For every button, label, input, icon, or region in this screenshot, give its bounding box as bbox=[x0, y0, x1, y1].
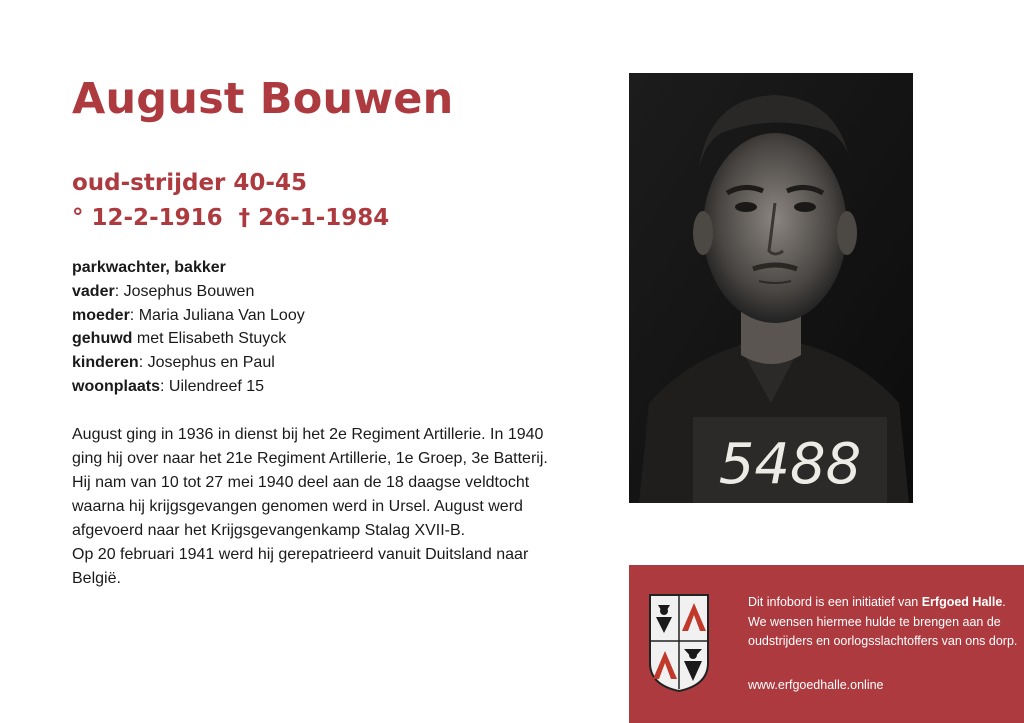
fact-residence bbox=[72, 375, 305, 399]
info-panel bbox=[629, 565, 1024, 723]
website-link[interactable]: www.erfgoedhalle.online bbox=[748, 678, 884, 692]
portrait-illustration bbox=[629, 73, 913, 503]
subtitle-role: oud-strijder 40-45 bbox=[72, 170, 307, 196]
info-description: Dit infobord is een initiatief van Erfgoed Halle. We wensen hiermee hulde te brengen aan de oudstrijders en oorlogsslachtoffers van ons dorp. bbox=[748, 595, 1018, 648]
subtitle-dates: ° 12-2-1916 † 26-1-1984 bbox=[72, 205, 390, 231]
fact-label: moeder bbox=[72, 306, 130, 324]
fact-value: : Josephus en Paul bbox=[138, 354, 275, 372]
fact-label: woonplaats bbox=[72, 377, 161, 395]
bio-paragraph: Op 20 februari 1941 werd hij gerepatrieerd vanuit Duitsland naar België. bbox=[72, 546, 529, 587]
fact-label: gehuwd bbox=[72, 330, 133, 348]
bio-paragraph: Hij nam van 10 tot 27 mei 1940 deel aan de 18 daagse veldtocht waarna hij krijgsgevangen genomen werd in Ursel. August werd afgevoerd naar het Krijgsgevangenkamp Stalag XVII-B. bbox=[72, 474, 530, 539]
fact-father bbox=[72, 280, 305, 304]
portrait-photo bbox=[629, 73, 913, 503]
org-name: Erfgoed Halle bbox=[921, 595, 1003, 609]
fact-label: kinderen bbox=[72, 354, 139, 372]
prisoner-number: 5488 bbox=[718, 432, 862, 497]
fact-value: met Elisabeth Stuyck bbox=[132, 330, 287, 348]
fact-mother bbox=[72, 304, 305, 328]
coat-of-arms-icon bbox=[648, 593, 710, 693]
biography bbox=[72, 423, 572, 591]
fact-value: : Maria Juliana Van Looy bbox=[129, 306, 305, 324]
facts-list bbox=[72, 256, 305, 399]
fact-value: : Josephus Bouwen bbox=[114, 282, 255, 300]
fact-married bbox=[72, 327, 305, 351]
page-title: August Bouwen bbox=[72, 74, 454, 124]
fact-children bbox=[72, 351, 305, 375]
subtitle bbox=[72, 166, 389, 236]
fact-value: : Uilendreef 15 bbox=[160, 377, 265, 395]
bio-paragraph: August ging in 1936 in dienst bij het 2e Regiment Artillerie. In 1940 ging hij over naar het 21e Regiment Artillerie, 1e Groep, 3e Batterij. bbox=[72, 426, 548, 467]
fact-occupation: parkwachter, bakker bbox=[72, 259, 226, 276]
fact-label: vader bbox=[72, 282, 115, 300]
